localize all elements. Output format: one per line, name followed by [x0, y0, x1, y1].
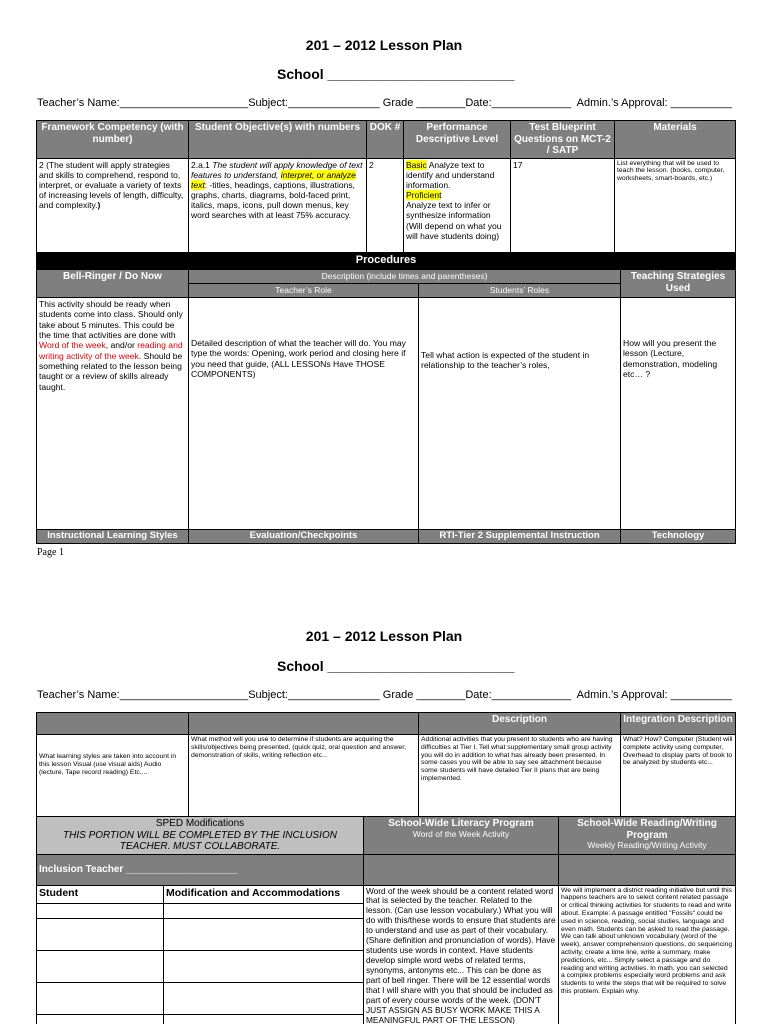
- footer-styles-header: Instructional Learning Styles: [37, 530, 189, 544]
- inclusion-teacher-row: Inclusion Teacher ____________________: [37, 854, 364, 885]
- page-title: 201 – 2012 Lesson Plan: [305, 37, 463, 53]
- modification-row-4: [164, 982, 364, 1014]
- bell-ringer-cell: This activity should be ready when students come into class. Should only take about 5 minutes. This could be the time that activities are done with Word of the week, and/or reading and writing activity of the week. Should be something related to the lesson being taught or a review of skills already taught.: [37, 298, 189, 530]
- literacy-header: School-Wide Literacy Program Word of the Week Activity: [364, 817, 559, 855]
- framework-cell: 2 (The student will apply strategies and skills to comprehend, respond to, interpret, or evaluate a variety of texts of increasing levels of length, difficulty, and complexity.): [37, 158, 189, 256]
- modification-row-2: [164, 918, 364, 950]
- teaching-strategies-header: Teaching Strategies Used: [621, 270, 736, 298]
- page-number: Page 1: [37, 547, 64, 558]
- header-performance: Performance Descriptive Level: [404, 121, 511, 159]
- student-row-4: [37, 982, 164, 1014]
- page2-teacher-info-row: Teacher’s Name:_____________________Subject:_______________ Grade ________Date:_____________ Admin.’s Approval: __________: [37, 689, 732, 701]
- literacy-gray-band: [364, 854, 559, 885]
- readwrite-header: School-Wide Reading/Writing Program Weekly Reading/Writing Activity: [559, 817, 736, 855]
- performance-cell: Basic Analyze text to identify and understand information. Proficient Analyze text to infer or synthesize information (Will depend on what you will have students doing): [404, 158, 511, 256]
- modification-col-header: Modification and Accommodations: [164, 885, 364, 903]
- procedures-header: Procedures: [37, 253, 736, 270]
- teacher-role-header: Teacher’s Role: [189, 284, 419, 298]
- styles-header-blank: [37, 713, 189, 735]
- styles-cell: What learning styles are taken into account in this lesson Visual (use visual aids) Audio (lecture, Tape record reading) Etc....: [37, 735, 189, 817]
- bell-ringer-header: Bell-Ringer / Do Now: [37, 270, 189, 298]
- competency-table: [36, 120, 736, 257]
- footer-rti-header: RTI-Tier 2 Supplemental Instruction: [419, 530, 621, 544]
- teacher-info-row: Teacher’s Name:_____________________Subject:_______________ Grade ________Date:_____________ Admin.’s Approval: __________: [37, 97, 732, 109]
- header-framework: Framework Competency (with number): [37, 121, 189, 159]
- modification-row-3: [164, 950, 364, 982]
- student-col-header: Student: [37, 885, 164, 903]
- eval-cell: What method will you use to determine if students are acquiring the skills/objectives being presented, (quick quiz, oral question and answer, demonstration of skills, writing reflection etc...: [189, 735, 419, 817]
- footer-technology-header: Technology: [621, 530, 736, 544]
- sped-table: [36, 816, 736, 1024]
- header-objective: Student Objective(s) with numbers: [189, 121, 367, 159]
- student-roles-header: Students’ Roles: [419, 284, 621, 298]
- readwrite-gray-band: [559, 854, 736, 885]
- modification-row-1: [164, 903, 364, 918]
- rti-cell: Additional activities that you present to students who are having difficulties at Tier I. Tell what supplementary small group activity you will do in addition to what has already been presented. In some cases you will be able to say see attachment because some students will have detailed Tier II plans that are being implemented.: [419, 735, 621, 817]
- readwrite-cell: We will implement a district reading initiative but until this happens teachers are to select content related passage or critical thinking activities for students to read and write about. Example: A passage entitled "Fossils" could be used in science, reading, social studies, language and even math. Students can be asked to read the passage. We can talk about unknown vocabulary (word of the week), answer comprehension questions, do sequencing activity, create a time line, write a summary, make predictions, etc... Simply select a passage and do reading and writing activities. In math, you can selected a complex problems especially word problems and ask students to write the steps that will be required to solve this problem. Explain why.: [559, 885, 736, 1024]
- header-dok: DOK #: [367, 121, 404, 159]
- student-row-3: [37, 950, 164, 982]
- school-line: School ________________________: [277, 66, 515, 82]
- header-materials: Materials: [615, 121, 736, 159]
- modification-row-5: [164, 1014, 364, 1024]
- footer-eval-header: Evaluation/Checkpoints: [189, 530, 419, 544]
- page2-description-header: Description: [419, 713, 621, 735]
- materials-cell: List everything that will be used to teach the lesson. (books, computer, worksheets, smart-boards, etc.): [615, 158, 736, 256]
- description-header: Description (include times and parentheses): [189, 270, 621, 284]
- student-roles-cell: Tell what action is expected of the student in relationship to the teacher’s roles,: [419, 298, 621, 530]
- page2-school-line: School ________________________: [277, 658, 515, 674]
- teacher-role-cell: Detailed description of what the teacher will do. You may type the words: Opening, work period and closing here if you need that guide, (ALL LESSONs Have THOSE COMPONENTS): [189, 298, 419, 530]
- word-of-week-cell: Word of the week should be a content related word that is selected by the teacher. Related to the lesson. (Can use lesson vocabulary.) What you will do with this/these words to ensure that students are to understand and use as part of their vocabulary. (Share definition and pronunciation of words). Have students use words in context. Have students develop simple word webs of related terms, synonyms, antonyms etc... This can be done as part of bell ringer. There will be 12 essential words that I will share with you that should be included as part of every course words of the week. (DON’T JUST ASSIGN AS BUSY WORK MAKE THIS A MEANINGFUL PART OF THE LESSON): [364, 885, 559, 1024]
- eval-header-blank: [189, 713, 419, 735]
- integration-cell: What? How? Computer (Student will complete activity using computer, Overhead to display parts of book to be analyzed by students etc...: [621, 735, 736, 817]
- student-row-2: [37, 918, 164, 950]
- objective-cell: 2.a.1 The student will apply knowledge of text features to understand, interpret, or analyze text: -titles, headings, captions, illustrations, graphs, charts, diagrams, bold-faced print, italics, maps, icons, pull down menus, key word searches with at least 75% accuracy.: [189, 158, 367, 256]
- sped-header: SPED Modifications THIS PORTION WILL BE COMPLETED BY THE INCLUSION TEACHER. MUST COLLABORATE.: [37, 817, 364, 855]
- page2-title: 201 – 2012 Lesson Plan: [305, 628, 463, 644]
- header-blueprint: Test Blueprint Questions on MCT-2 / SATP: [511, 121, 615, 159]
- dok-cell: 2: [367, 158, 404, 256]
- blueprint-cell: 17: [511, 158, 615, 256]
- student-row-5: [37, 1014, 164, 1024]
- strategies-cell: How will you present the lesson (Lecture, demonstration, modeling etc… ?: [621, 298, 736, 530]
- procedures-table: [36, 252, 736, 544]
- student-row-1: [37, 903, 164, 918]
- styles-table: [36, 712, 736, 817]
- integration-header: Integration Description: [621, 713, 736, 735]
